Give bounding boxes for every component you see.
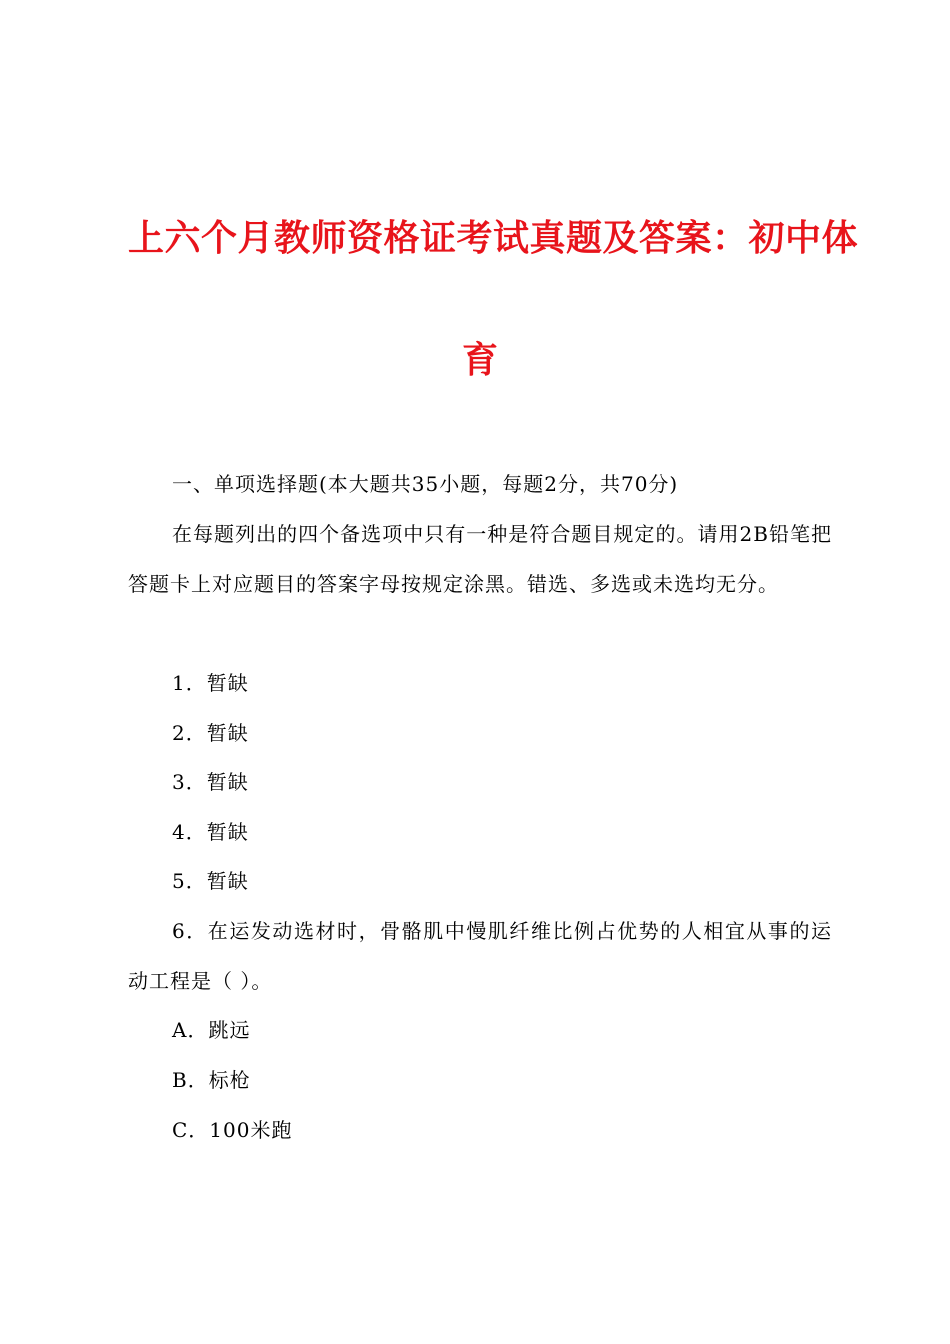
answer-option: C．100米跑: [172, 1118, 293, 1142]
answer-option: A．跳远: [172, 1018, 251, 1042]
answer-option: B．标枪: [172, 1068, 251, 1092]
question-item: 2．暂缺: [172, 721, 249, 745]
question-item: 4．暂缺: [172, 820, 249, 844]
question-item: 3．暂缺: [172, 770, 249, 794]
question-item: 5．暂缺: [172, 869, 249, 893]
question-6: 6．在运发动选材时，骨骼肌中慢肌纤维比例占优势的人相宜从事的运动工程是（ ）。: [128, 919, 832, 993]
document-title-line-2: 育: [461, 340, 498, 381]
document-title-line-1: 上六个月教师资格证考试真题及答案：初中体: [128, 218, 859, 259]
section-heading: 一、单项选择题(本大题共35小题，每题2分，共70分): [172, 472, 679, 496]
question-item: 1．暂缺: [172, 671, 249, 695]
instructions-paragraph: 在每题列出的四个备选项中只有一种是符合题目规定的。请用2B铅笔把答题卡上对应题目的答案字母按规定涂黑。错选、多选或未选均无分。: [128, 522, 832, 596]
